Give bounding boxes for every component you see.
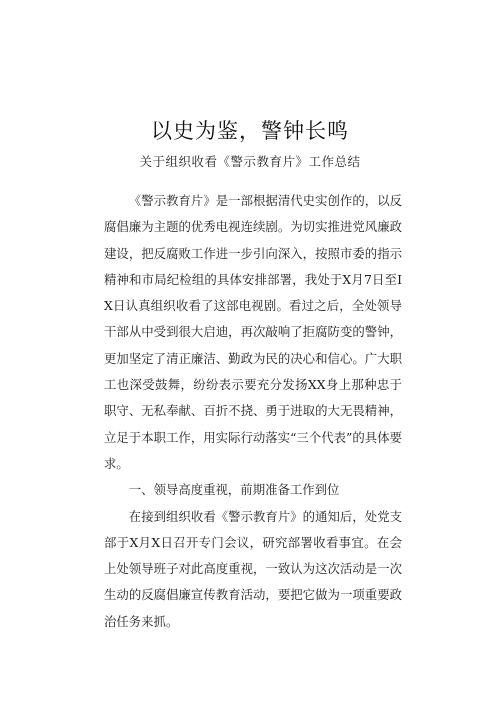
document-title: 以史为鉴，警钟长鸣	[151, 119, 349, 143]
document-subtitle: 关于组织收看《警示教育片》工作总结	[139, 154, 361, 169]
section-heading: 一、领导高度重视，前期准备工作到位	[128, 482, 340, 498]
paragraph-intro: 《警示教育片》是一部根据清代史实创作的，以反腐倡廉为主题的优秀电视连续剧。为切实推进党风廉政建设，把反腐败工作进一步引向深入，按照市委的指示精神和市局纪检组的具体安排部署，我处于X月7日至IX日认真组织收看了这部电视剧。看过之后，全处领导干部从中受到很大启迪，再次敲响了拒腐防变的警钟，更加坚定了清正廉洁、勤政为民的决心和信心。广大职工也深受鼓舞，纷纷表示要充分发扬XX身上那种忠于职守、无私奉献、百折不挠、勇于进取的大无畏精神，立足于本职工作，用实际行动落实“三个代表”的具体要求。	[104, 193, 402, 471]
paragraph-section-one: 在接到组织收看《警示教育片》的通知后，处党支部于X月X日召开专门会议，研究部署收看事宜。在会上处领导班子对此高度重视，一致认为这次活动是一次生动的反腐倡廉宣传教育活动，要把它做为一项重要政治任务来抓。	[104, 508, 402, 629]
document-body	[104, 188, 402, 635]
